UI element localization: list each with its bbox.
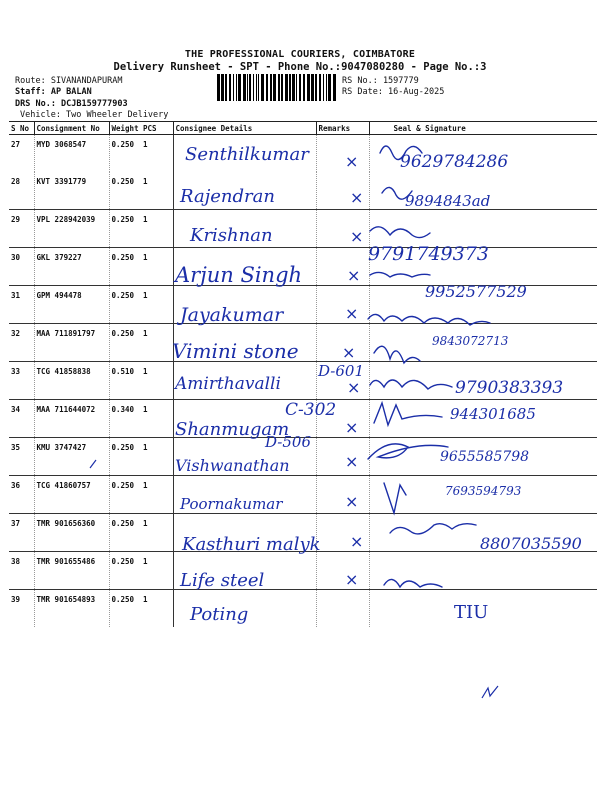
row-consignment: MAA 711891797: [34, 324, 109, 362]
handwritten-name: Arjun Singh: [175, 263, 303, 287]
barcode-bar: [217, 74, 220, 101]
tick-mark: ×: [345, 418, 359, 437]
row-weight: 0.340: [109, 400, 141, 438]
tick-mark: ×: [347, 378, 361, 397]
handwritten-phone: 7693594793: [445, 484, 522, 498]
barcode-bar: [278, 74, 280, 101]
barcode-bar: [323, 74, 324, 101]
handwritten-name: Senthilkumar: [185, 144, 309, 165]
row-pcs: 1: [141, 135, 173, 173]
handwritten-initials: TIU: [454, 602, 489, 623]
row-weight: 0.250: [109, 438, 141, 476]
handwritten-phone: 9843072713: [432, 334, 509, 348]
handwritten-name: Amirthavalli: [175, 374, 281, 394]
row-sno: 28: [11, 177, 21, 186]
handwritten-annotation: D-601: [318, 362, 365, 380]
col-header-weight: Weight: [109, 122, 141, 135]
table-header-row: [9, 122, 597, 135]
rs-number: RS No.: 1597779: [342, 76, 419, 86]
signature: [380, 146, 422, 160]
col-header-remarks: Remarks: [316, 122, 369, 135]
vehicle-label: Vehicle: Two Wheeler Delivery: [20, 110, 169, 120]
barcode-bar: [281, 74, 283, 101]
handwritten-name: Kasthuri malyk: [182, 534, 321, 555]
route-label: Route: SIVANANDAPURAM: [15, 76, 123, 86]
barcode-bar: [303, 74, 305, 101]
row-sno: 37: [9, 514, 34, 552]
barcode-bar: [243, 74, 246, 101]
row-pcs: 1: [141, 324, 173, 362]
row-sno: 29: [9, 210, 34, 248]
row-pcs: 1: [141, 286, 173, 324]
barcode-bar: [256, 74, 257, 101]
row-pcs: 1: [141, 476, 173, 514]
col-header-signature: Seal & Signature: [369, 122, 597, 135]
barcode-bar: [296, 74, 297, 101]
tick-mark: ×: [345, 570, 359, 589]
tick-mark: ×: [345, 492, 359, 511]
handwritten-phone: 9790383393: [455, 378, 564, 398]
handwritten-name: Poornakumar: [180, 495, 283, 513]
barcode-bar: [315, 74, 317, 101]
row-pcs: 1: [143, 177, 148, 186]
row-pcs: 1: [141, 248, 173, 286]
tick-mark: ×: [345, 304, 359, 323]
handwritten-phone: 944301685: [450, 405, 536, 423]
row-pcs: 1: [141, 400, 173, 438]
handwritten-phone: 9894843ad: [405, 192, 491, 210]
row-weight: 0.250: [109, 135, 141, 173]
tick-mark: ×: [350, 532, 364, 551]
barcode-bar: [292, 74, 295, 101]
row-sno: 32: [9, 324, 34, 362]
row-weight: 0.250: [109, 476, 141, 514]
row-sno: 39: [9, 590, 34, 628]
barcode-bar: [273, 74, 276, 101]
row-weight: 0.250: [109, 248, 141, 286]
signature: [374, 346, 420, 363]
handwritten-name: Jayakumar: [180, 304, 284, 326]
barcode-bar: [225, 74, 227, 101]
handwritten-name: Vimini stone: [172, 339, 299, 363]
barcode-bar: [326, 74, 327, 101]
barcode-bar: [285, 74, 288, 101]
row-pcs: 1: [141, 362, 173, 400]
handwritten-name: Poting: [190, 604, 249, 625]
runsheet-subtitle: Delivery Runsheet - SPT - Phone No.:9047080280 - Page No.:3: [113, 61, 487, 73]
row-pcs: 1: [141, 552, 173, 590]
row-consignment: GKL 379227: [34, 248, 109, 286]
row-consignment: MAA 711644072: [34, 400, 109, 438]
row-weight: 0.250: [109, 172, 141, 210]
row-pcs: 1: [141, 590, 173, 628]
barcode: [217, 74, 337, 101]
barcode-bar: [249, 74, 251, 101]
barcode-bar: [229, 74, 231, 101]
handwritten-name: Life steel: [180, 570, 265, 591]
signature: [390, 524, 476, 534]
stray-mark: [478, 680, 508, 702]
handwritten-phone: 9952577529: [425, 282, 527, 301]
barcode-bar: [233, 74, 234, 101]
barcode-bar: [307, 74, 310, 101]
row-weight: 0.250: [109, 210, 141, 248]
barcode-bar: [253, 74, 254, 101]
col-header-consignment: Consignment No: [34, 122, 109, 135]
row-consignment: TCG 41858838: [34, 362, 109, 400]
signature: [370, 272, 430, 277]
handwritten-name: Rajendran: [180, 186, 275, 207]
barcode-bar: [333, 74, 336, 101]
barcode-bar: [319, 74, 321, 101]
tick-mark: ×: [345, 152, 359, 171]
barcode-bar: [311, 74, 314, 101]
barcode-bar: [236, 74, 237, 101]
barcode-bar: [221, 74, 224, 101]
handwritten-phone: 9629784286: [400, 152, 509, 172]
row-consignment: TCG 41860757: [34, 476, 109, 514]
row-pcs: 1: [141, 514, 173, 552]
barcode-bar: [289, 74, 291, 101]
signature: [370, 380, 452, 389]
row-consignment: TMR 901654893: [34, 590, 109, 628]
row-weight: 0.250: [109, 514, 141, 552]
barcode-bar: [258, 74, 259, 101]
row-sno: 33: [9, 362, 34, 400]
row-consignment: VPL 228942039: [34, 210, 109, 248]
row-pcs: 1: [141, 210, 173, 248]
row-consignment: KVT 3391779: [34, 172, 109, 210]
company-title: THE PROFESSIONAL COURIERS, COIMBATORE: [184, 49, 416, 60]
row-sno: 35: [9, 438, 34, 476]
tick-mark: ×: [342, 343, 356, 362]
signature: [368, 444, 448, 459]
handwritten-annotation: C-302: [285, 400, 337, 420]
row-weight: 0.510: [109, 362, 141, 400]
row-consignment: TMR 901656360: [34, 514, 109, 552]
staff-label: Staff: AP BALAN: [15, 87, 92, 97]
tick-mark: ×: [345, 452, 359, 471]
col-header-sno: S No: [9, 122, 34, 135]
handwritten-phone: 8807035590: [480, 534, 582, 553]
drs-label: DRS No.: DCJB159777903: [15, 99, 128, 109]
row-pcs: 1: [141, 438, 173, 476]
row-consignment: KMU 3747427: [34, 438, 109, 476]
handwritten-phone: 9655585798: [440, 449, 530, 465]
barcode-bar: [247, 74, 248, 101]
signature: [370, 227, 430, 238]
row-sno: 30: [9, 248, 34, 286]
tick-mark: ×: [347, 266, 361, 285]
rs-date: RS Date: 16-Aug-2025: [342, 87, 445, 97]
signature: [374, 403, 442, 425]
stray-mark: [88, 458, 100, 470]
tick-mark: ×: [350, 227, 364, 246]
row-weight: 0.250: [109, 590, 141, 628]
handwritten-phone: 9791749373: [368, 243, 489, 265]
barcode-bar: [328, 74, 331, 101]
barcode-bar: [270, 74, 272, 101]
signature: [382, 187, 412, 199]
barcode-bar: [299, 74, 301, 101]
row-sno: 27: [9, 135, 34, 173]
row-sno: 34: [9, 400, 34, 438]
barcode-bar: [261, 74, 264, 101]
handwritten-name: Krishnan: [190, 225, 273, 246]
signature: [368, 314, 490, 325]
row-weight: 0.250: [109, 552, 141, 590]
signature: [384, 579, 442, 587]
handwritten-name: Vishwanathan: [175, 456, 290, 475]
row-consignment: TMR 901655486: [34, 552, 109, 590]
signature: [384, 483, 406, 513]
row-sno: 31: [9, 286, 34, 324]
barcode-bar: [266, 74, 268, 101]
row-sno: 36: [9, 476, 34, 514]
row-consignment: GPM 494478: [34, 286, 109, 324]
col-header-consignee: Consignee Details: [173, 122, 316, 135]
handwritten-annotation: D-506: [265, 433, 312, 451]
row-consignment: MYD 3068547: [34, 135, 109, 173]
tick-mark: ×: [350, 188, 364, 207]
row-sno: 38: [9, 552, 34, 590]
row-weight: 0.250: [109, 286, 141, 324]
row-weight: 0.250: [109, 324, 141, 362]
handwritten-name: Shanmugam: [175, 419, 290, 440]
barcode-bar: [238, 74, 241, 101]
col-header-pcs: PCS: [141, 122, 173, 135]
signature-scribbles: [360, 135, 600, 615]
